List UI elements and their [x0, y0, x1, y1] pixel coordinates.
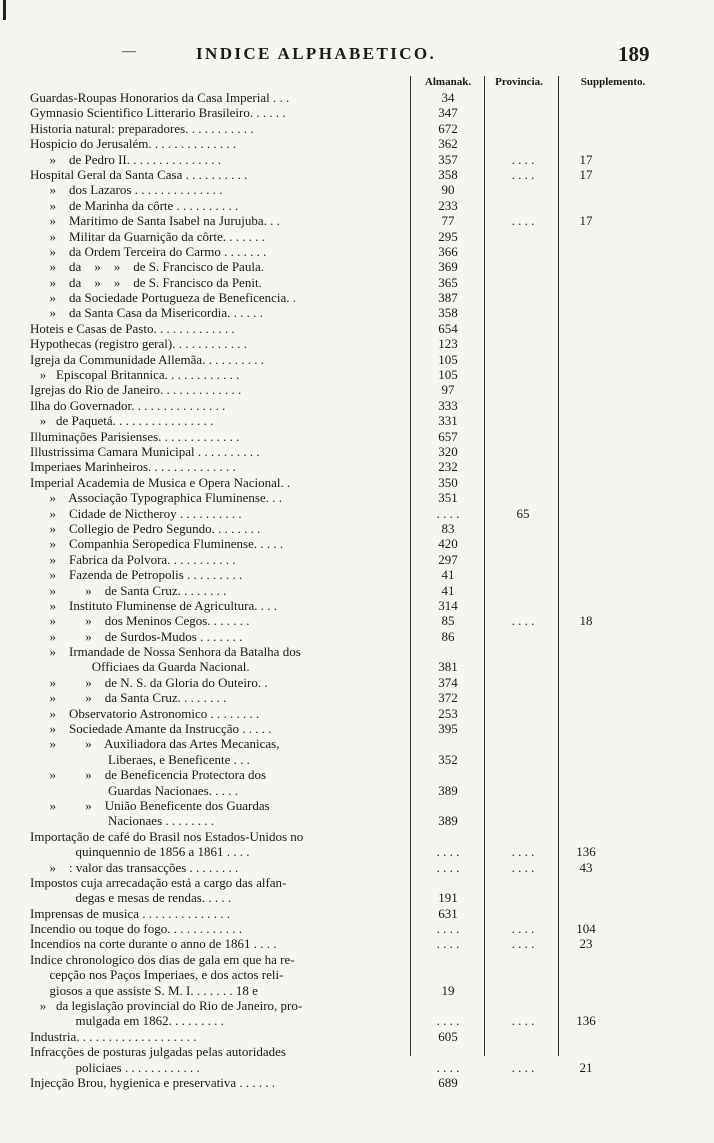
entry-label: giosos a que assiste S. M. I. . . . . . . 18 e	[30, 982, 258, 998]
almanak-page: 605	[438, 1028, 458, 1044]
entry-label: » da legislação provincial do Rio de Janeiro, pro-	[30, 998, 303, 1014]
index-entry	[0, 229, 714, 244]
index-entry	[0, 459, 714, 474]
index-entry	[0, 690, 714, 705]
almanak-page: 331	[438, 413, 458, 429]
supplemento-page: 136	[576, 844, 596, 860]
index-entry	[0, 198, 714, 213]
almanak-page: 374	[438, 674, 458, 690]
index-entry	[0, 352, 714, 367]
entry-label: Imprensas de musica . . . . . . . . . . . . . .	[30, 905, 231, 921]
index-entry	[0, 998, 714, 1013]
index-entry	[0, 444, 714, 459]
index-entry	[0, 583, 714, 598]
almanak-page: 320	[438, 443, 458, 459]
almanak-page: 191	[438, 890, 458, 906]
provincia-page: . . . .	[511, 213, 535, 229]
entry-label: » de Marinha da côrte . . . . . . . . . .	[30, 197, 239, 213]
entry-label: » dos Lazaros . . . . . . . . . . . . . .	[30, 182, 223, 198]
almanak-page: 297	[438, 551, 458, 567]
almanak-page: 366	[438, 243, 458, 259]
almanak-page: 105	[438, 351, 458, 367]
index-entry	[0, 244, 714, 259]
supplemento-page: 17	[579, 151, 593, 167]
almanak-page: 357	[438, 151, 458, 167]
almanak-page: 314	[438, 597, 458, 613]
almanak-page: 333	[438, 397, 458, 413]
almanak-page: 362	[438, 136, 458, 152]
index-entry	[0, 736, 714, 751]
index-entry	[0, 860, 714, 875]
entry-label: Officiaes da Guarda Nacional.	[30, 659, 250, 675]
almanak-page: 19	[441, 982, 455, 998]
index-entry	[0, 798, 714, 813]
index-entry	[0, 598, 714, 613]
column-header-supplemento: Supplemento.	[580, 76, 646, 88]
index-entry	[0, 413, 714, 428]
entry-label: » da Sociedade Portugueza de Beneficencia. .	[30, 290, 297, 306]
entry-label: » » de Surdos-Mudos . . . . . . .	[30, 628, 243, 644]
index-entry	[0, 644, 714, 659]
almanak-page: 672	[438, 120, 458, 136]
provincia-page: . . . .	[511, 1013, 535, 1029]
entry-label: » Maritimo de Santa Isabel na Jurujuba. . .	[30, 213, 280, 229]
almanak-page: 381	[438, 659, 458, 675]
almanak-page: . . . .	[436, 936, 460, 952]
entry-label: Injecção Brou, hygienica e preservativa . . . . . .	[30, 1075, 276, 1090]
index-entry	[0, 382, 714, 397]
entry-label: Igrejas do Rio de Janeiro. . . . . . . . . . . . .	[30, 382, 242, 398]
entry-label: » Militar da Guarnição da côrte. . . . . . .	[30, 228, 266, 244]
entry-label: Incendio ou toque do fogo. . . . . . . . . . . .	[30, 921, 242, 937]
index-entry	[0, 429, 714, 444]
almanak-page: 365	[438, 274, 458, 290]
index-entry	[0, 890, 714, 905]
provincia-page: . . . .	[511, 921, 535, 937]
entry-label: Ilha do Governador. . . . . . . . . . . . . . .	[30, 397, 226, 413]
index-entry	[0, 844, 714, 859]
entry-label: quinquennio de 1856 a 1861 . . . .	[30, 844, 250, 860]
entry-label: » da » » de S. Francisco de Paula.	[30, 259, 264, 275]
almanak-page: 389	[438, 813, 458, 829]
header-dash: —	[122, 44, 136, 59]
entry-label: Nacionaes . . . . . . . .	[30, 813, 215, 829]
almanak-page: . . . .	[436, 921, 460, 937]
page-header	[0, 44, 714, 68]
column-header-provincia: Provincia.	[495, 76, 543, 88]
entry-label: » da Santa Casa da Misericordia. . . . . .	[30, 305, 263, 321]
index-entry	[0, 305, 714, 320]
supplemento-page: 136	[576, 1013, 596, 1029]
entry-label: Hospital Geral da Santa Casa . . . . . . . . . .	[30, 166, 248, 182]
index-entry	[0, 875, 714, 890]
supplemento-page: 21	[579, 1059, 593, 1075]
margin-mark	[3, 0, 6, 20]
entry-label: Hospicio do Jerusalém. . . . . . . . . . . . . .	[30, 136, 237, 152]
almanak-page: 97	[441, 382, 455, 398]
almanak-page: 34	[441, 90, 455, 105]
index-entry	[0, 90, 714, 105]
entry-label: degas e mesas de rendas. . . . .	[30, 890, 232, 906]
index-entry	[0, 367, 714, 382]
entry-label: Hoteis e Casas de Pasto. . . . . . . . . . . . .	[30, 320, 235, 336]
entry-label: » Cidade de Nictheroy . . . . . . . . . .	[30, 505, 242, 521]
almanak-page: 369	[438, 259, 458, 275]
almanak-page: 387	[438, 290, 458, 306]
entry-label: » Fazenda de Petropolis . . . . . . . . .	[30, 567, 243, 583]
entry-label: » » da Santa Cruz. . . . . . . .	[30, 690, 227, 706]
almanak-page: 123	[438, 336, 458, 352]
almanak-page: 90	[441, 182, 455, 198]
index-entry	[0, 321, 714, 336]
entry-label: Historia natural: preparadores. . . . . . . . . . .	[30, 120, 254, 136]
entry-label: » Collegio de Pedro Segundo. . . . . . . .	[30, 520, 261, 536]
entry-label: Imperial Academia de Musica e Opera Nacional. .	[30, 474, 291, 490]
entry-label: Illuminações Parisienses. . . . . . . . . . . . .	[30, 428, 240, 444]
entry-label: » da » » de S. Francisco da Penit.	[30, 274, 262, 290]
entry-label: Industria. . . . . . . . . . . . . . . . . . .	[30, 1028, 197, 1044]
almanak-page: 347	[438, 105, 458, 121]
index-entry	[0, 659, 714, 674]
entry-label: » de Pedro II. . . . . . . . . . . . . . .	[30, 151, 222, 167]
index-entry	[0, 182, 714, 197]
almanak-page: 85	[441, 613, 455, 629]
entry-label: Imperiaes Marinheiros. . . . . . . . . . . . . .	[30, 459, 236, 475]
almanak-page: 654	[438, 320, 458, 336]
entry-label: mulgada em 1862. . . . . . . . .	[30, 1013, 224, 1029]
entry-label: » » dos Meninos Cegos. . . . . . .	[30, 613, 250, 629]
entry-label: » Associação Typographica Fluminense. . .	[30, 490, 282, 506]
almanak-page: . . . .	[436, 1013, 460, 1029]
index-entry	[0, 721, 714, 736]
entry-label: policiaes . . . . . . . . . . . .	[30, 1059, 200, 1075]
index-entry	[0, 906, 714, 921]
entry-label: Hypothecas (registro geral). . . . . . . . . . . .	[30, 336, 247, 352]
almanak-page: 372	[438, 690, 458, 706]
provincia-page: . . . .	[511, 859, 535, 875]
index-entry	[0, 783, 714, 798]
supplemento-page: 23	[579, 936, 593, 952]
almanak-page: 657	[438, 428, 458, 444]
index-entry	[0, 613, 714, 628]
entry-label: » » de Beneficencia Protectora dos	[30, 767, 267, 783]
index-entry	[0, 398, 714, 413]
index-entry	[0, 490, 714, 505]
almanak-page: 689	[438, 1075, 458, 1090]
almanak-page: . . . .	[436, 1059, 460, 1075]
almanak-page: 395	[438, 721, 458, 737]
entry-label: » » de Santa Cruz. . . . . . . .	[30, 582, 227, 598]
entry-label: Guardas Nacionaes. . . . .	[30, 782, 238, 798]
index-entry	[0, 152, 714, 167]
index-entry	[0, 1060, 714, 1075]
entry-label: » » de N. S. da Gloria do Outeiro. .	[30, 674, 268, 690]
index-entry	[0, 983, 714, 998]
index-entry	[0, 121, 714, 136]
index-entry	[0, 1029, 714, 1044]
entry-label: » » União Beneficente dos Guardas	[30, 797, 270, 813]
entry-label: Gymnasio Scientifico Litterario Brasileiro. . . . . .	[30, 105, 286, 121]
provincia-page: . . . .	[511, 613, 535, 629]
provincia-page: . . . .	[511, 166, 535, 182]
supplemento-page: 17	[579, 166, 593, 182]
almanak-page: 233	[438, 197, 458, 213]
almanak-page: 232	[438, 459, 458, 475]
index-entry	[0, 475, 714, 490]
page-number: 189	[618, 42, 650, 66]
index-entry	[0, 506, 714, 521]
index-entry	[0, 752, 714, 767]
index-entry	[0, 136, 714, 151]
entry-label: » Instituto Fluminense de Agricultura. . . .	[30, 597, 277, 613]
almanak-page: . . . .	[436, 844, 460, 860]
almanak-page: 86	[441, 628, 455, 644]
provincia-page: . . . .	[511, 1059, 535, 1075]
index-entry	[0, 521, 714, 536]
entry-label: » de Paquetá. . . . . . . . . . . . . . . .	[30, 413, 214, 429]
index-entry	[0, 213, 714, 228]
entry-label: Liberaes, e Beneficente . . .	[30, 751, 250, 767]
almanak-page: 41	[441, 582, 455, 598]
index-entry	[0, 1075, 714, 1090]
index-entry	[0, 629, 714, 644]
entry-label: » Irmandade de Nossa Senhora da Batalha dos	[30, 644, 301, 660]
index-entry	[0, 1013, 714, 1028]
almanak-page: . . . .	[436, 859, 460, 875]
provincia-page: 65	[516, 505, 530, 521]
almanak-page: 358	[438, 166, 458, 182]
provincia-page: . . . .	[511, 151, 535, 167]
index-entry	[0, 167, 714, 182]
index-entry	[0, 921, 714, 936]
supplemento-page: 104	[576, 921, 596, 937]
index-entry	[0, 290, 714, 305]
supplemento-page: 17	[579, 213, 593, 229]
almanak-page: 41	[441, 567, 455, 583]
index-entry	[0, 936, 714, 951]
entry-label: » Observatorio Astronomico . . . . . . . .	[30, 705, 260, 721]
index-entry	[0, 336, 714, 351]
index-entry	[0, 952, 714, 967]
index-entry	[0, 536, 714, 551]
index-entry	[0, 567, 714, 582]
index-entry	[0, 706, 714, 721]
index-entry	[0, 1044, 714, 1059]
entry-label: Impostos cuja arrecadação está a cargo das alfan-	[30, 874, 287, 890]
almanak-page: 631	[438, 905, 458, 921]
almanak-page: 352	[438, 751, 458, 767]
provincia-page: . . . .	[511, 936, 535, 952]
entry-label: Guardas-Roupas Honorarios da Casa Imperial . . .	[30, 90, 290, 105]
entry-label: Indice chronologico dos dias de gala em que ha re-	[30, 951, 295, 967]
index-entries	[0, 90, 714, 1090]
index-entry	[0, 813, 714, 828]
almanak-page: 389	[438, 782, 458, 798]
entry-label: » Fabrica da Polvora. . . . . . . . . . .	[30, 551, 236, 567]
almanak-page: 295	[438, 228, 458, 244]
entry-label: » : valor das transacções . . . . . . . .	[30, 859, 239, 875]
almanak-page: 358	[438, 305, 458, 321]
almanak-page: 105	[438, 367, 458, 383]
supplemento-page: 43	[579, 859, 593, 875]
entry-label: » Sociedade Amante da Instrucção . . . . .	[30, 721, 272, 737]
index-entry	[0, 675, 714, 690]
almanak-page: 253	[438, 705, 458, 721]
entry-label: » Episcopal Britannica. . . . . . . . . . . .	[30, 367, 240, 383]
almanak-page: 350	[438, 474, 458, 490]
index-entry	[0, 829, 714, 844]
almanak-page: 420	[438, 536, 458, 552]
entry-label: Incendios na corte durante o anno de 1861 . . . .	[30, 936, 277, 952]
provincia-page: . . . .	[511, 844, 535, 860]
almanak-page: . . . .	[436, 505, 460, 521]
index-entry	[0, 767, 714, 782]
entry-label: » » Auxiliadora das Artes Mecanicas,	[30, 736, 280, 752]
entry-label: » da Ordem Terceira do Carmo . . . . . . .	[30, 243, 267, 259]
almanak-page: 77	[441, 213, 455, 229]
almanak-page: 351	[438, 490, 458, 506]
column-header-almanak: Almanak.	[424, 76, 472, 88]
index-entry	[0, 967, 714, 982]
index-entry	[0, 275, 714, 290]
entry-label: Infracções de posturas julgadas pelas autoridades	[30, 1044, 286, 1060]
page-title: INDICE ALPHABETICO.	[196, 44, 437, 63]
entry-label: Importação de café do Brasil nos Estados-Unidos no	[30, 828, 304, 844]
entry-label: Igreja da Communidade Allemãa. . . . . . . . . .	[30, 351, 264, 367]
entry-label: » Companhia Seropedica Fluminense. . . . .	[30, 536, 284, 552]
index-entry	[0, 105, 714, 120]
entry-label: Illustrissima Camara Municipal . . . . . . . . . .	[30, 443, 260, 459]
index-entry	[0, 552, 714, 567]
index-entry	[0, 259, 714, 274]
supplemento-page: 18	[579, 613, 593, 629]
entry-label: cepção nos Paços Imperiaes, e dos actos reli-	[30, 967, 284, 983]
almanak-page: 83	[441, 520, 455, 536]
